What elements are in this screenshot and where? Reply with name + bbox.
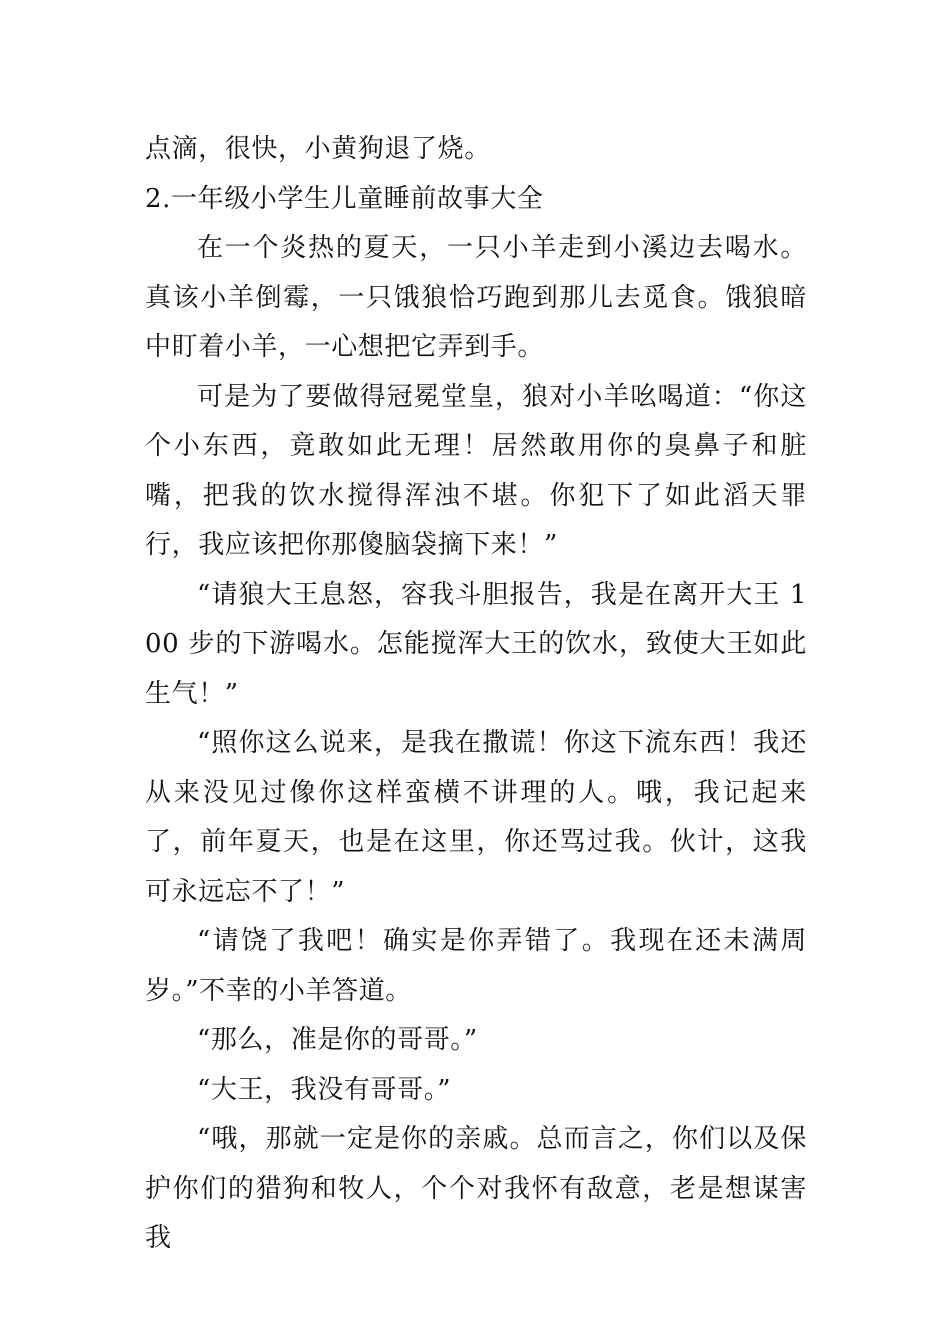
story-paragraph: “请饶了我吧！确实是你弄错了。我现在还未满周岁。”不幸的小羊答道。 xyxy=(145,926,807,1006)
story-paragraph: “那么，准是你的哥哥。” xyxy=(197,1025,478,1055)
story-paragraph: “哦，那就一定是你的亲戚。总而言之，你们以及保护你们的猎狗和牧人，个个对我怀有敌意，老是想谋害我 xyxy=(145,1124,807,1253)
story-paragraph: “请狼大王息怒，容我斗胆报告，我是在离开大王 100 步的下游喝水。怎能搅浑大王的饮水，致使大王如此生气！” xyxy=(145,579,807,709)
document-body xyxy=(145,125,807,1264)
paragraph-continuation: 点滴，很快，小黄狗退了烧。 xyxy=(145,134,491,164)
story-paragraph: “照你这么说来，是我在撒谎！你这下流东西！我还从来没见过像你这样蛮横不讲理的人。哦，我记起来了，前年夏天，也是在这里，你还骂过我。伙计，这我可永远忘不了！” xyxy=(145,728,807,907)
section-heading: 2.一年级小学生儿童睡前故事大全 xyxy=(145,183,544,214)
story-paragraph: “大王，我没有哥哥。” xyxy=(197,1074,452,1105)
story-paragraph: 在一个炎热的夏天，一只小羊走到小溪边去喝水。真该小羊倒霉，一只饿狼恰巧跑到那儿去觅食。饿狼暗中盯着小羊，一心想把它弄到手。 xyxy=(145,233,807,362)
story-paragraph: 可是为了要做得冠冕堂皇，狼对小羊吆喝道：“你这个小东西，竟敢如此无理！居然敢用你的臭鼻子和脏嘴，把我的饮水搅得浑浊不堪。你犯下了如此滔天罪行，我应该把你那傻脑袋摘下来！” xyxy=(145,381,807,560)
